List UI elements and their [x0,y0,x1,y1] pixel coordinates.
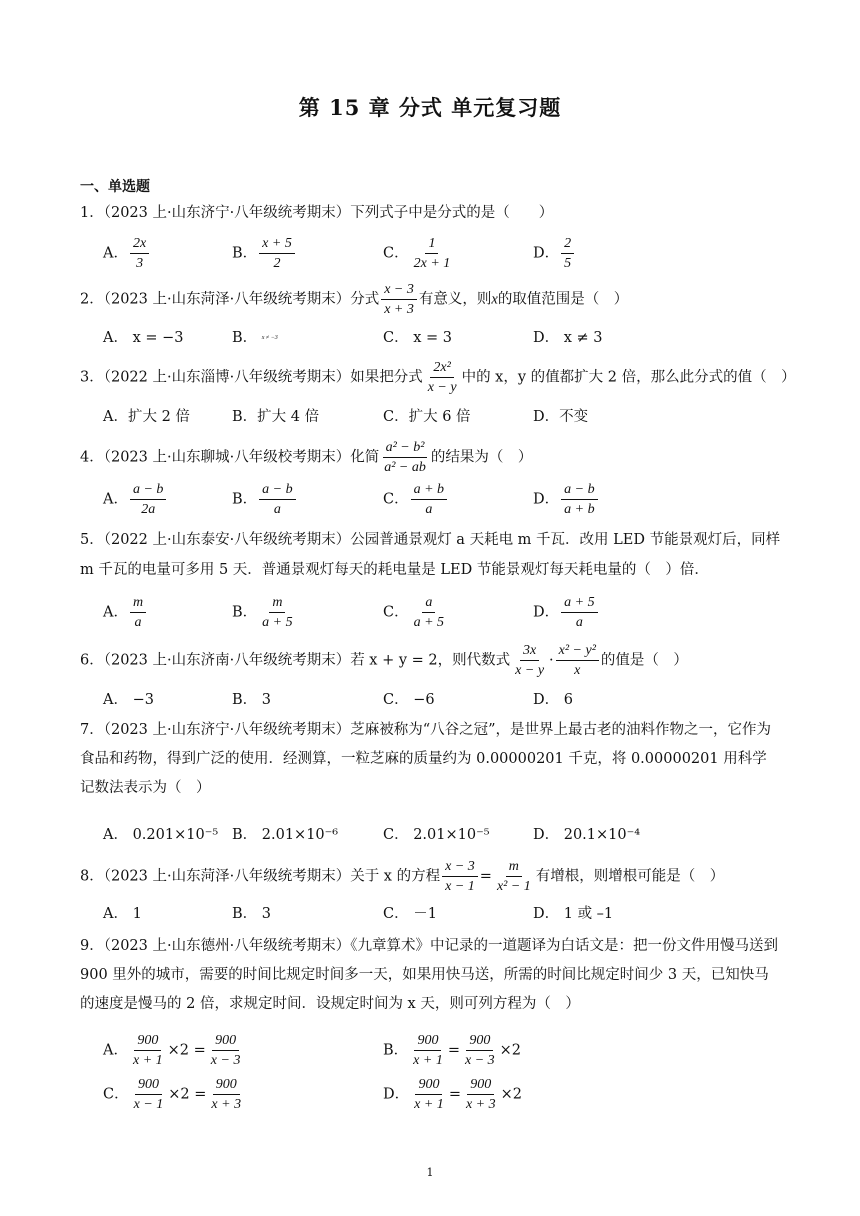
question-8: 8．（2023 上·山东菏泽·八年级统考期末）关于 x 的方程 $\frac{x - 3}{x - 1}$ = $\frac{m}{\text{x² − 1}}$ 有增根，则增根可能是（ ） [80,859,725,894]
page-title: 第 15 章 分式 单元复习题 [298,95,562,120]
q5-option-a: A． $\frac{m}{a}$ [103,594,148,631]
q1-option-a: A． $\frac{2x}{3}$ [103,235,151,272]
question-2: 2．（2023 上·山东菏泽·八年级统考期末）分式 $\frac{x - 3}{x + 3}$ 有意义，则x的取值范围是（ ） [80,282,629,317]
q1-option-c: C． $\frac{1}{2x + 1}$ [383,236,451,271]
q7-option-d: D． 20.1×10⁻⁴ [533,827,641,843]
question-5-line-2: m 千瓦的电量可多用 5 天．普通景观灯每天的耗电量是 LED 节能景观灯每天耗电量的（ ）倍． [80,562,709,578]
question-4: 4．（2023 上·山东聊城·八年级校考期末）化简 $\frac{\text{a² − b²}}{\text{a² − ab}}$ 的结果为（ ） [80,440,533,475]
question-9: 9．（2023 上·山东德州·八年级统考期末）《九章算术》中记录的一道题译为白话文是：把一份文件用慢马送到 900 里外的城市，需要的时间比规定时间多一天，如果用快马送，所需的时间比规定时间少 3 天，已知快马的速度是慢马的 2 倍，求规定时间．设规定时间为 x 天，则可列方程为（ ） [80,938,778,1012]
q8-option-b: B． 3 [232,906,271,922]
q5-option-b: B． $\frac{m}{a + 5}$ [232,595,293,630]
q2-option-a: A． x = −3 [103,330,184,346]
q9-option-b: B． $\frac{900}{x + 1}$ = $\frac{900}{x - 3}$ ×2 [383,1033,522,1068]
q4-option-d: D． $\frac{a - b}{a + b}$ [533,481,600,518]
question-3: 3．（2022 上·山东淄博·八年级统考期末）如果把分式 $\frac{\text{2x²}}{x - y}$ 中的 x，y 的值都扩大 2 倍，那么此分式的值（ ） [80,360,796,395]
q9-option-a: A． $\frac{900}{x + 1}$ ×2 = $\frac{900}{x - 3}$ [103,1033,241,1068]
q9-option-d: D． $\frac{900}{x + 1}$ = $\frac{900}{x + 3}$ ×2 [383,1077,523,1112]
q2-option-d: D． x ≠ 3 [533,330,603,346]
question-1: 1．（2023 上·山东济宁·八年级统考期末）下列式子中是分式的是（ ） [80,205,554,221]
q3-option-a: A．扩大 2 倍 [103,409,190,425]
q1-option-b: B． $\frac{x + 5}{2}$ [232,235,297,272]
q6-option-c: C． −6 [383,692,435,708]
q6-option-b: B． 3 [232,692,271,708]
q7-option-b: B． 2.01×10⁻⁶ [232,827,339,843]
q8-option-d: D． 1 或 –1 [533,906,614,922]
q3-option-c: C．扩大 6 倍 [383,409,471,425]
question-7: 7．（2023 上·山东济宁·八年级统考期末）芝麻被称为“八谷之冠”，是世界上最古老的油料作物之一，它作为食品和药物，得到广泛的使用．经测算，一粒芝麻的质量约为 0.00000201 千克，将 0.00000201 用科学记数法表示为（ ） [80,722,772,796]
q5-option-d: D． $\frac{a + 5}{a}$ [533,594,600,631]
question-5-line-1: 5．（2022 上·山东泰安·八年级统考期末）公园普通景观灯 a 天耗电 m 千瓦．改用 LED 节能景观灯后，同样 [80,532,781,548]
q1-option-d: D． $\frac{2}{5}$ [533,235,576,272]
question-6: 6．（2023 上·山东济南·八年级统考期末）若 x + y = 2，则代数式 $\frac{3x}{x - y}$ · $\frac{\text{x² − y²}}{x}$ 的值是（ ） [80,643,688,678]
q2-option-b: B． x ≠ −3 [232,330,278,346]
q8-option-c: C． －1 [383,906,437,922]
q3-option-b: B．扩大 4 倍 [232,409,320,425]
q3-option-d: D．不变 [533,409,589,425]
q9-option-c: C． $\frac{900}{x - 1}$ ×2 = $\frac{900}{x + 3}$ [103,1077,242,1112]
q6-option-a: A． −3 [103,692,154,708]
q5-option-c: C． $\frac{a}{a + 5}$ [383,595,445,630]
q6-option-d: D． 6 [533,692,573,708]
q8-option-a: A． 1 [103,906,142,922]
q4-option-a: A． $\frac{a - b}{2a}$ [103,481,168,518]
section-heading: 一、单选题 [80,179,150,195]
q4-option-b: B． $\frac{a - b}{a}$ [232,481,298,518]
q7-option-a: A． 0.201×10⁻⁵ [103,827,219,843]
page-number: 1 [426,1166,434,1179]
q2-option-c: C． x = 3 [383,330,452,346]
q4-option-c: C． $\frac{a + b}{a}$ [383,481,449,518]
q7-option-c: C． 2.01×10⁻⁵ [383,827,490,843]
